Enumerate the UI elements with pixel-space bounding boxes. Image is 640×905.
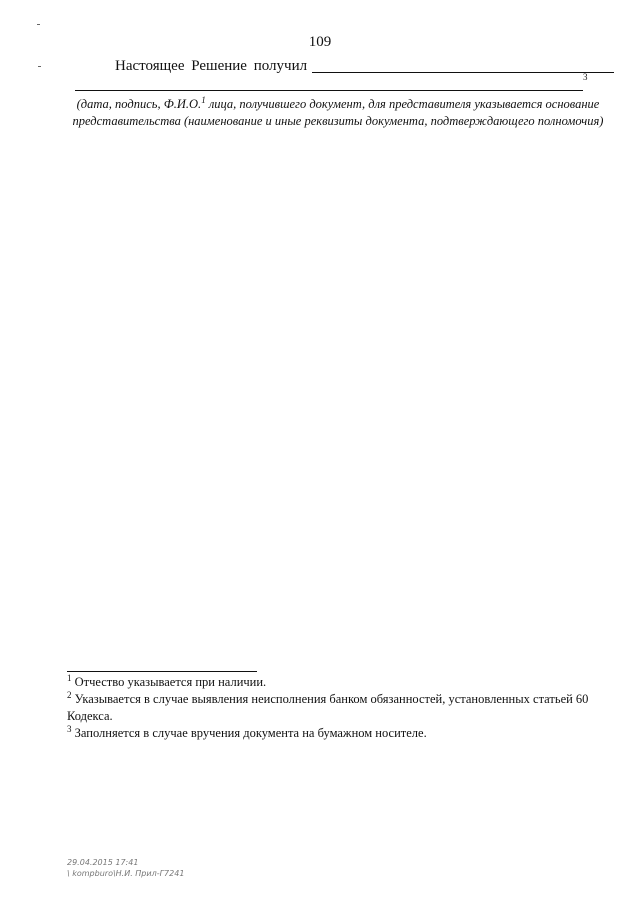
scan-speck [37,24,40,25]
footnote-2 [67,691,627,725]
caption-part-1: (дата, подпись, Ф.И.О. [76,97,202,111]
scan-speck [38,66,41,67]
received-signature-line[interactable] [312,72,614,73]
footnote-text: Отчество указывается при наличии. [74,675,267,689]
print-stamp-date: 29.04.2015 17:41 [67,858,139,867]
caption-part-2: лица, получившего документ, для представителя указывается основание представительства (наименование и иные реквизиты документа, подтверждающего полномочия) [72,97,604,128]
footnote-separator [67,671,257,672]
print-stamp [67,857,184,879]
footnote-text: Заполняется в случае вручения документа на бумажном носителе. [74,726,427,740]
footnote-ref-3: 3 [583,72,588,82]
footnote-ref-1: 1 [201,94,206,105]
received-label: Настоящее Решение получил [115,58,308,74]
footnotes-block [67,674,627,742]
received-caption [58,96,618,130]
footnote-text: Указывается в случае выявления неисполнения банком обязанностей, установленных статьей 60 Кодекса. [67,692,589,723]
received-second-line[interactable] [75,90,583,91]
footnote-3 [67,725,627,742]
footnote-number: 3 [67,723,72,734]
footnote-number: 1 [67,672,72,683]
print-stamp-path: \ kompburo\Н.И. Прил-Г7241 [67,869,185,878]
footnote-number: 2 [67,689,72,700]
footnote-1 [67,674,627,691]
page-number: 109 [308,34,332,50]
